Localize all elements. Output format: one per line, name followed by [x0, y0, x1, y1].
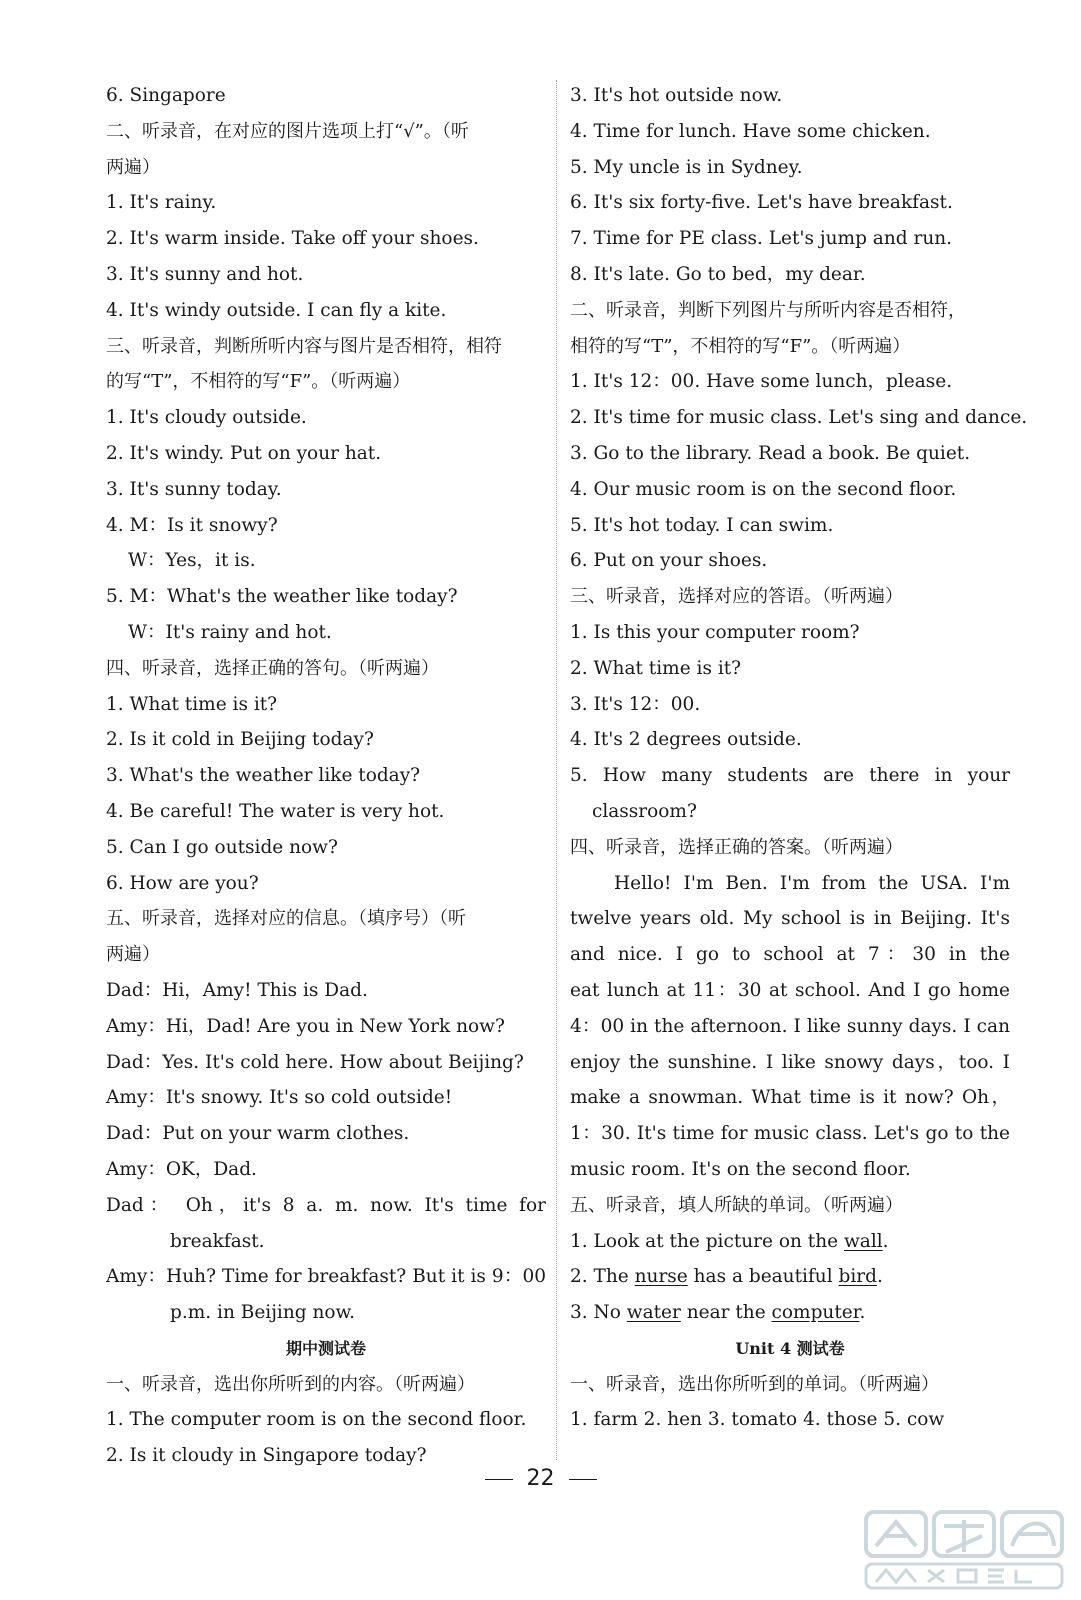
text-line: 3. It's sunny today. — [106, 478, 282, 500]
text-line: Dad：Yes. It's cold here. How about Beijing? — [106, 1051, 524, 1073]
text-line: music room. It's on the second floor. — [570, 1158, 911, 1180]
question-heading: 五、听录音，选择对应的信息。（填序号）（听 — [106, 908, 466, 930]
question-heading: 四、听录音，选择正确的答句。（听两遍） — [106, 657, 439, 679]
text-line: Dad：Put on your warm clothes. — [106, 1123, 410, 1145]
answer-word: computer — [771, 1302, 860, 1324]
watermark-logo — [862, 1506, 1068, 1592]
text-fragment: . — [859, 1302, 866, 1324]
text-line: 6. Singapore — [106, 85, 226, 106]
text-line: Amy：Hi，Dad! Are you in New York now? — [106, 1015, 505, 1037]
question-heading: 三、听录音，选择对应的答语。（听两遍） — [570, 586, 903, 608]
text-line: 1. It's 12：00. Have some lunch，please. — [570, 371, 953, 393]
text-line: Amy：OK，Dad. — [106, 1158, 257, 1180]
text-line: Hello! I'm Ben. I'm from the USA. I'm — [614, 872, 1010, 894]
question-heading: 两遍） — [106, 944, 160, 966]
text-line: 5. Can I go outside now? — [106, 836, 338, 858]
text-line: 1. farm 2. hen 3. tomato 4. those 5. cow — [570, 1409, 945, 1431]
text-line — [570, 1224, 1010, 1260]
text-line: 4：00 in the afternoon. I like sunny days. I can — [570, 1015, 1010, 1037]
text-line: 1. Is this your computer room? — [570, 621, 860, 643]
question-heading: 一、听录音，选出你所听到的单词。（听两遍） — [570, 1373, 939, 1395]
answer-word: bird — [838, 1266, 877, 1288]
text-line: W：It's rainy and hot. — [128, 621, 332, 643]
page-number — [0, 1466, 1081, 1491]
text-line: 1. The computer room is on the second floor. — [106, 1409, 527, 1431]
text-line: 2. It's windy. Put on your hat. — [106, 442, 382, 464]
text-line: enjoy the sunshine. I like snowy days，too. I — [570, 1051, 1010, 1073]
text-line: 4. Be careful! The water is very hot. — [106, 800, 445, 822]
text-line: 1：30. It's time for music class. Let's go to the — [570, 1123, 1010, 1145]
text-fragment: 1. Look at the picture on the — [570, 1230, 844, 1252]
question-heading: 二、听录音，在对应的图片选项上打“√”。（听 — [106, 120, 469, 142]
text-line: 2. It's warm inside. Take off your shoes. — [106, 228, 479, 250]
text-line — [570, 1259, 1010, 1295]
text-line: 2. What time is it? — [570, 657, 742, 679]
text-line: 3. It's hot outside now. — [570, 85, 783, 106]
text-line: 4. It's 2 degrees outside. — [570, 729, 802, 751]
text-line: 3. It's 12：00. — [570, 693, 701, 715]
text-line: 7. Time for PE class. Let's jump and run. — [570, 228, 953, 250]
question-heading: 二、听录音，判断下列图片与所听内容是否相符， — [570, 299, 966, 321]
text-line: 4. It's windy outside. I can fly a kite. — [106, 299, 447, 321]
text-line: 1. It's rainy. — [106, 192, 217, 214]
question-heading: 相符的写“T”，不相符的写“F”。（听两遍） — [570, 335, 911, 357]
text-line: 6. How are you? — [106, 872, 259, 894]
section-title: 期中测试卷 — [285, 1338, 366, 1358]
text-line: twelve years old. My school is in Beijing. It's — [570, 908, 1010, 930]
text-fragment: 2. The — [570, 1266, 635, 1288]
text-line: 2. Is it cloudy in Singapore today? — [106, 1445, 427, 1467]
section-title: Unit 4 测试卷 — [735, 1338, 845, 1358]
question-heading: 的写“T”，不相符的写“F”。（听两遍） — [106, 371, 411, 393]
text-line: 5. My uncle is in Sydney. — [570, 156, 803, 178]
text-line: breakfast. — [170, 1230, 265, 1252]
text-line: 6. It's six forty-five. Let's have breakfast. — [570, 192, 953, 214]
page-number-text: 22 — [526, 1466, 555, 1491]
text-fragment: . — [882, 1230, 889, 1252]
answer-word: nurse — [634, 1266, 688, 1288]
page-dash-right — [569, 1479, 597, 1480]
text-fragment: near the — [680, 1302, 772, 1324]
text-line: 4. Time for lunch. Have some chicken. — [570, 120, 931, 142]
text-line: 2. Is it cold in Beijing today? — [106, 729, 374, 751]
left-column — [106, 78, 546, 1474]
text-line: 5. It's hot today. I can swim. — [570, 514, 834, 536]
text-line: 1. It's cloudy outside. — [106, 407, 307, 429]
text-line: 2. It's time for music class. Let's sing and dance. — [570, 407, 1028, 429]
text-line: eat lunch at 11：30 at school. And I go home — [570, 979, 1010, 1001]
text-line: and nice. I go to school at 7：30 in the — [570, 944, 1010, 966]
text-line: 1. What time is it? — [106, 693, 278, 715]
text-line: 5. How many students are there in your — [570, 765, 1010, 787]
text-line: 6. Put on your shoes. — [570, 550, 768, 572]
column-divider — [556, 80, 557, 1460]
text-line: 4. M：Is it snowy? — [106, 514, 278, 536]
text-line: classroom? — [592, 800, 697, 822]
text-line: 8. It's late. Go to bed，my dear. — [570, 263, 866, 285]
text-line: Dad： Oh，it's 8 a. m. now. It's time for — [106, 1194, 546, 1216]
right-column — [570, 78, 1028, 1438]
text-line: Amy：It's snowy. It's so cold outside! — [106, 1087, 453, 1109]
text-line — [570, 1295, 1010, 1331]
text-line: make a snowman. What time is it now? Oh， — [570, 1087, 1010, 1109]
text-line: 3. It's sunny and hot. — [106, 263, 304, 285]
question-heading: 三、听录音，判断所听内容与图片是否相符，相符 — [106, 335, 502, 357]
text-line: Dad：Hi，Amy! This is Dad. — [106, 979, 368, 1001]
question-heading: 四、听录音，选择正确的答案。（听两遍） — [570, 836, 903, 858]
question-heading: 两遍） — [106, 156, 160, 178]
page-dash-left — [485, 1479, 513, 1480]
text-line: p.m. in Beijing now. — [170, 1302, 356, 1324]
answer-word: water — [626, 1302, 681, 1324]
text-line: 4. Our music room is on the second floor. — [570, 478, 957, 500]
text-fragment: . — [876, 1266, 883, 1288]
answer-word: wall — [843, 1230, 883, 1252]
text-line: 5. M：What's the weather like today? — [106, 586, 458, 608]
text-fragment: has a beautiful — [687, 1266, 839, 1288]
text-line: Amy：Huh? Time for breakfast? But it is 9：00 — [106, 1266, 546, 1288]
text-fragment: 3. No — [570, 1302, 627, 1324]
text-line: W：Yes，it is. — [128, 550, 256, 572]
question-heading: 五、听录音，填人所缺的单词。（听两遍） — [570, 1194, 903, 1216]
question-heading: 一、听录音，选出你所听到的内容。（听两遍） — [106, 1373, 475, 1395]
text-line: 3. Go to the library. Read a book. Be quiet. — [570, 442, 971, 464]
text-line: 3. What's the weather like today? — [106, 765, 421, 787]
